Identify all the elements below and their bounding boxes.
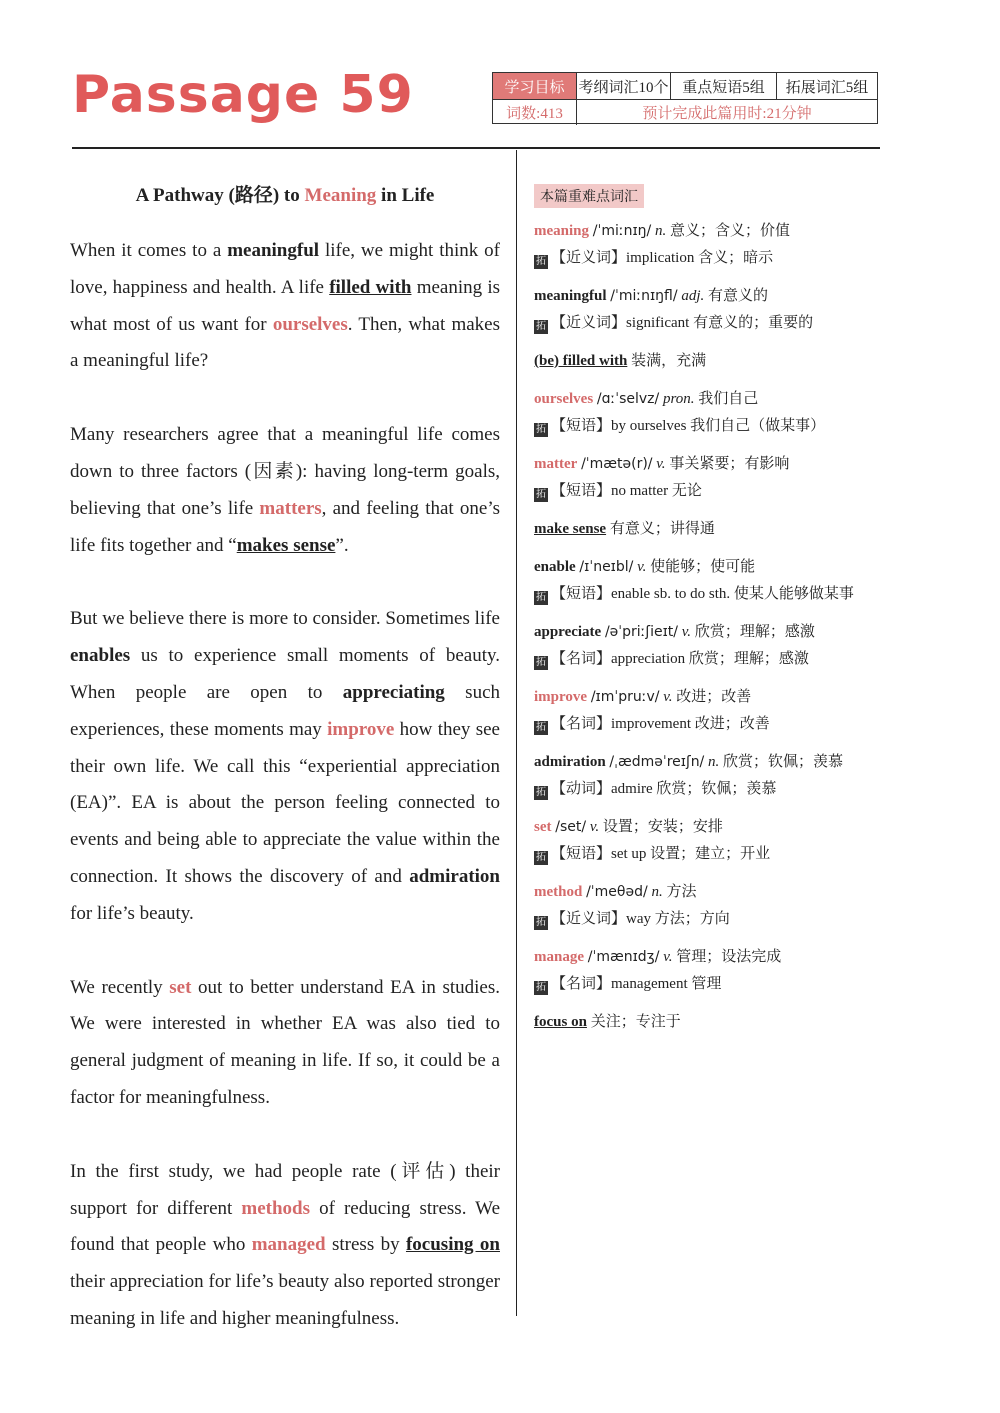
keyword: filled with	[329, 276, 412, 298]
extension-text: 【短语】set up 设置；建立；开业	[551, 846, 771, 862]
text-run: stress by	[325, 1234, 406, 1256]
vocab-word: method	[534, 884, 583, 900]
vocab-word: make sense	[534, 521, 607, 537]
text-run: Many researchers agree that a meaningful life comes down to three factors (因素): having long-term goals, believing that one’s life	[70, 424, 500, 519]
text-run: us to experience small moments of beauty. When people are open to	[70, 645, 500, 703]
text-run: such experiences, these moments may	[70, 681, 501, 740]
extension-icon: 拓	[536, 424, 546, 435]
text-run: But we believe there is more to consider. Sometimes life	[70, 608, 500, 630]
vocab-entry	[534, 684, 884, 738]
vocab-entry	[534, 348, 884, 375]
article-title	[70, 180, 500, 207]
vocab-word: (be) filled with	[534, 353, 628, 369]
phonetic: /ˌædməˈreɪʃn/	[609, 754, 705, 770]
text-run: , and feeling that one’s life fits together and “	[70, 497, 500, 556]
text-run: their appreciation for life’s beauty also reported stronger meaning in life and higher meaningfulness.	[70, 1271, 500, 1329]
vocab-entry	[534, 554, 884, 608]
vocab-entry	[534, 1009, 884, 1036]
vocab-entry	[534, 944, 884, 998]
extension-icon: 拓	[536, 917, 546, 928]
keyword: makes sense	[236, 534, 336, 556]
phonetic: /ˈmænɪdʒ/	[587, 949, 660, 965]
header-divider	[72, 147, 880, 149]
part-of-speech: n.	[708, 754, 720, 770]
vocab-word: matter	[534, 456, 578, 472]
definition: 管理；设法完成	[676, 949, 782, 965]
part-of-speech: v.	[663, 949, 673, 965]
extension-icon: 拓	[536, 489, 546, 500]
goal-phrase-count: 重点短语5组	[671, 73, 777, 99]
vocab-section-title: 本篇重难点词汇	[534, 184, 644, 208]
extension-icon: 拓	[536, 256, 546, 267]
vocab-entry	[534, 749, 884, 803]
definition: 事关紧要；有影响	[669, 456, 790, 472]
keyword: appreciating	[342, 681, 445, 703]
part-of-speech: n.	[655, 223, 667, 239]
definition: 方法	[666, 884, 697, 900]
vocab-word: set	[534, 819, 552, 835]
vocab-column	[534, 184, 884, 1047]
vocab-entry	[534, 814, 884, 868]
vocab-word: admiration	[534, 754, 606, 770]
definition: 设置；安装；安排	[602, 819, 723, 835]
extension-text: 【短语】enable sb. to do sth. 使某人能够做某事	[551, 586, 854, 602]
passage-title: Passage 59	[72, 65, 414, 125]
extension-text: 【动词】admire 欣赏；钦佩；羡慕	[551, 781, 777, 797]
keyword: matters	[259, 497, 322, 519]
definition: 有意义的	[707, 288, 768, 304]
vocab-entry	[534, 386, 884, 440]
definition: 欣赏；理解；感激	[694, 624, 815, 640]
extension-text: 【名词】appreciation 欣赏；理解；感激	[551, 651, 809, 667]
definition: 我们自己	[698, 391, 759, 407]
vocab-word: meaning	[534, 223, 590, 239]
text-run: meaning is what most of us want for	[70, 276, 500, 335]
part-of-speech: v.	[589, 819, 600, 835]
extension-icon: 拓	[536, 321, 546, 332]
definition: 装满，充满	[631, 353, 707, 369]
paragraph	[70, 233, 500, 380]
text-run: When it comes to a	[70, 240, 228, 261]
goal-extended-count: 拓展词汇5组	[785, 79, 869, 96]
vocab-word: appreciate	[534, 624, 602, 640]
text-run: how they see their own life. We call this “experiential appreciation (EA)”. EA is about the person feeling connected to events and being able to appreciate the value within the connection. It shows the discovery of and	[70, 718, 500, 887]
keyword: set	[169, 976, 192, 998]
definition: 使能够；使可能	[650, 559, 756, 575]
text-run: out to better understand EA in studies. We were interested in whether EA was also tied to general judgment of meaning in life. If so, it could be a factor for meaningfulness.	[70, 976, 500, 1108]
phonetic: /ɑːˈselvz/	[596, 391, 660, 407]
extension-icon: 拓	[536, 592, 546, 603]
vocab-entry	[534, 516, 884, 543]
goal-label: 学习目标	[493, 73, 577, 99]
article-title-part: A Pathway (路径) to	[135, 185, 305, 206]
paragraph	[70, 970, 500, 1117]
phonetic: /ɪmˈpruːv/	[590, 689, 660, 705]
keyword: admiration	[409, 865, 500, 887]
goal-vocab-count: 考纲词汇10个	[577, 73, 671, 99]
definition: 关注；专注于	[590, 1014, 681, 1030]
text-run: In the first study, we had people rate (评估) their support for different	[70, 1160, 500, 1219]
vocab-word: manage	[534, 949, 584, 965]
keyword: ourselves	[272, 313, 348, 335]
part-of-speech: adj.	[681, 288, 705, 304]
vocab-entry	[534, 451, 884, 505]
phonetic: /əˈpriːʃieɪt/	[604, 624, 679, 640]
study-goals-table	[492, 72, 878, 124]
part-of-speech: v.	[663, 689, 673, 705]
vocab-entry	[534, 879, 884, 933]
part-of-speech: v.	[637, 559, 647, 575]
keyword: meaningful	[227, 240, 320, 261]
keyword: focusing on	[405, 1234, 500, 1256]
part-of-speech: v.	[681, 624, 692, 640]
extension-icon: 拓	[536, 982, 546, 993]
extension-text: 【近义词】significant 有意义的；重要的	[551, 315, 814, 331]
passage-column	[70, 150, 501, 1329]
definition: 有意义；讲得通	[609, 521, 715, 537]
extension-icon: 拓	[536, 787, 546, 798]
extension-icon: 拓	[536, 657, 546, 668]
extension-text: 【名词】improvement 改进；改善	[551, 716, 770, 732]
phonetic: /ˈmeθəd/	[586, 884, 648, 900]
text-run: ”.	[335, 534, 349, 556]
part-of-speech: pron.	[663, 391, 695, 407]
vocab-entry	[534, 619, 884, 673]
extension-icon: 拓	[536, 722, 546, 733]
phonetic: /ˈmiːnɪŋ/	[592, 223, 652, 239]
vocab-word: improve	[534, 689, 588, 705]
part-of-speech: v.	[656, 456, 666, 472]
keyword: enables	[70, 645, 131, 667]
extension-text: 【短语】by ourselves 我们自己（做某事）	[551, 418, 826, 434]
article-body	[70, 233, 500, 1338]
text-run: for life’s beauty.	[70, 902, 194, 924]
definition: 改进；改善	[676, 689, 752, 705]
vocab-word: ourselves	[534, 391, 594, 407]
keyword: managed	[251, 1234, 326, 1256]
text-run: We recently	[70, 976, 170, 998]
keyword: methods	[241, 1197, 311, 1219]
paragraph	[70, 1154, 500, 1338]
word-count: 词数:413	[493, 100, 577, 125]
extension-text: 【近义词】way 方法；方向	[551, 911, 730, 927]
paragraph	[70, 417, 500, 564]
extension-icon: 拓	[536, 852, 546, 863]
part-of-speech: n.	[651, 884, 663, 900]
extension-text: 【近义词】implication 含义；暗示	[551, 250, 774, 266]
vocab-word: meaningful	[534, 288, 607, 304]
vocab-word: focus on	[534, 1014, 587, 1030]
keyword: improve	[327, 718, 395, 740]
extension-text: 【名词】management 管理	[551, 976, 722, 992]
vocab-entry	[534, 283, 884, 337]
text-run: life, we might think of love, happiness and health. A life	[70, 240, 500, 298]
paragraph	[70, 601, 500, 932]
vocab-entry	[534, 218, 884, 272]
article-title-part: in Life	[376, 185, 435, 206]
extension-text: 【短语】no matter 无论	[551, 483, 702, 499]
vocab-list	[534, 218, 884, 1036]
phonetic: /ˈmiːnɪŋfl/	[610, 288, 678, 304]
estimated-time: 预计完成此篇用时:21分钟	[642, 106, 812, 122]
phonetic: /ɪˈneɪbl/	[579, 559, 634, 575]
definition: 欣赏；钦佩；羡慕	[723, 754, 844, 770]
text-run: . Then, what makes a meaningful life?	[70, 313, 500, 372]
column-divider	[516, 150, 517, 1316]
phonetic: /ˈmætə(r)/	[581, 456, 653, 472]
vocab-word: enable	[534, 559, 576, 575]
article-title-keyword: Meaning	[304, 185, 377, 206]
definition: 意义；含义；价值	[670, 223, 791, 239]
phonetic: /set/	[555, 819, 587, 835]
text-run: of reducing stress. We found that people who	[70, 1197, 501, 1256]
